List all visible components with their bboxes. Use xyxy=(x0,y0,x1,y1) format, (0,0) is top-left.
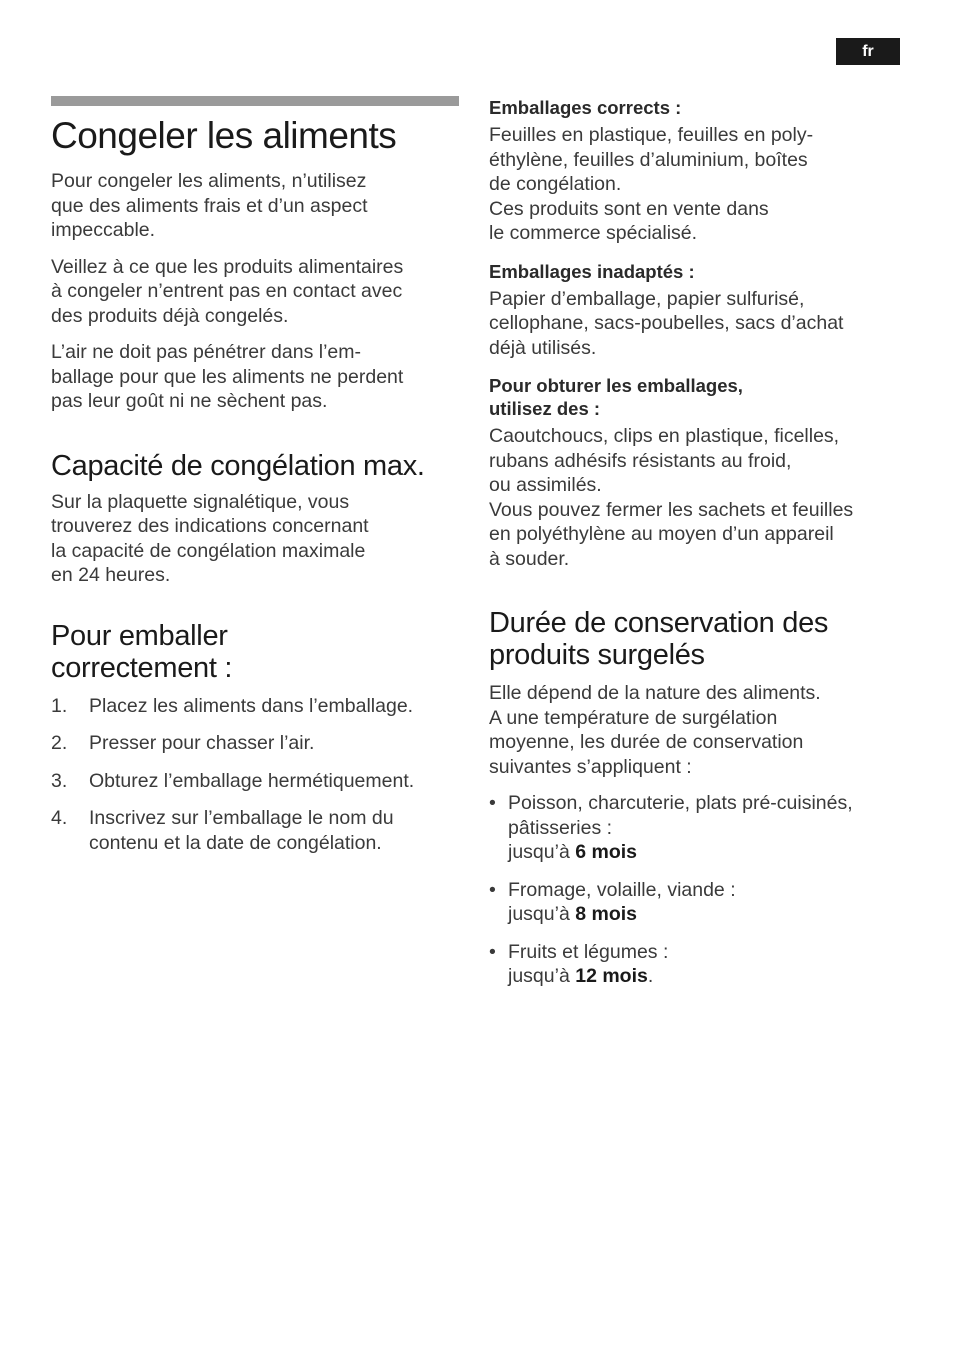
duration-list xyxy=(489,791,909,989)
item-duration: 8 mois xyxy=(575,903,637,925)
duration-heading: Durée de conservation des produits surgelés xyxy=(489,607,829,671)
item-prefix: jusqu’à xyxy=(508,965,570,987)
packing-heading: Pour emballer correctement : xyxy=(51,619,233,684)
item-duration: 12 mois xyxy=(575,965,648,987)
item-label: Poisson, charcuterie, plats pré-cuisinés, pâtisseries : xyxy=(508,792,853,839)
list-item xyxy=(489,940,909,989)
correct-packaging-text: Feuilles en plastique, feuilles en poly- éthylène, feuilles d’aluminium, boîtes de congélation. Ces produits sont en vente dans le commerce spécialisé. xyxy=(489,124,814,244)
capacity-text: Sur la plaquette signalétique, vous trouverez des indications concernant la capacité de congélation maximale en 24 heures. xyxy=(51,490,369,586)
left-column xyxy=(51,96,461,868)
step-number: 2. xyxy=(51,732,68,754)
list-item xyxy=(489,791,909,865)
capacity-heading: Capacité de congélation max. xyxy=(51,449,425,482)
list-item xyxy=(51,694,461,719)
seal-heading: Pour obturer les emballages, utilisez des : xyxy=(489,375,743,419)
packing-steps xyxy=(51,694,461,856)
intro-paragraph-1: Pour congeler les aliments, n’utilisez que des aliments frais et d’un aspect impeccable. xyxy=(51,170,368,241)
step-text: Inscrivez sur l’emballage le nom du contenu et la date de congélation. xyxy=(89,807,394,854)
language-badge: fr xyxy=(836,38,900,65)
step-text: Presser pour chasser l’air. xyxy=(89,732,315,754)
seal-text: Caoutchoucs, clips en plastique, ficelles, rubans adhésifs résistants au froid, ou assimilés. Vous pouvez fermer les sachets et feuilles en polyéthylène au moyen d’un appareil à souder. xyxy=(489,425,854,570)
step-number: 3. xyxy=(51,769,68,792)
list-item xyxy=(489,878,909,927)
step-text: Obturez l’emballage hermétiquement. xyxy=(89,769,415,792)
intro-paragraph-2: Veillez à ce que les produits alimentaires à congeler n’entrent pas en contact avec des produits déjà congelés. xyxy=(51,255,404,327)
unsuitable-packaging-text: Papier d’emballage, papier sulfurisé, cellophane, sacs-poubelles, sacs d’achat déjà utilisés. xyxy=(489,287,844,359)
item-prefix: jusqu’à xyxy=(508,841,570,863)
list-item xyxy=(51,769,461,794)
bullet: • xyxy=(489,940,496,963)
item-suffix: . xyxy=(647,965,654,987)
step-text: Placez les aliments dans l’emballage. xyxy=(89,694,414,717)
right-column xyxy=(489,96,909,1002)
page-title: Congeler les aliments xyxy=(51,115,397,156)
list-item xyxy=(51,806,439,855)
item-label: Fruits et légumes : xyxy=(508,940,669,963)
bullet: • xyxy=(489,878,496,901)
item-prefix: jusqu’à xyxy=(508,903,570,925)
unsuitable-packaging-heading: Emballages inadaptés : xyxy=(489,260,695,282)
correct-packaging-heading: Emballages corrects : xyxy=(489,97,682,118)
bullet: • xyxy=(489,792,496,814)
list-item xyxy=(51,731,461,756)
step-number: 4. xyxy=(51,807,68,829)
step-number: 1. xyxy=(51,694,68,717)
item-duration: 6 mois xyxy=(575,841,637,863)
title-rule xyxy=(51,96,459,106)
duration-intro: Elle dépend de la nature des aliments. A une température de surgélation moyenne, les durée de conservation suivantes s’appliquent : xyxy=(489,682,821,778)
intro-paragraph-3: L’air ne doit pas pénétrer dans l’em- ballage pour que les aliments ne perdent pas leur goût ni ne sèchent pas. xyxy=(51,341,404,412)
item-label: Fromage, volaille, viande : xyxy=(508,878,736,901)
